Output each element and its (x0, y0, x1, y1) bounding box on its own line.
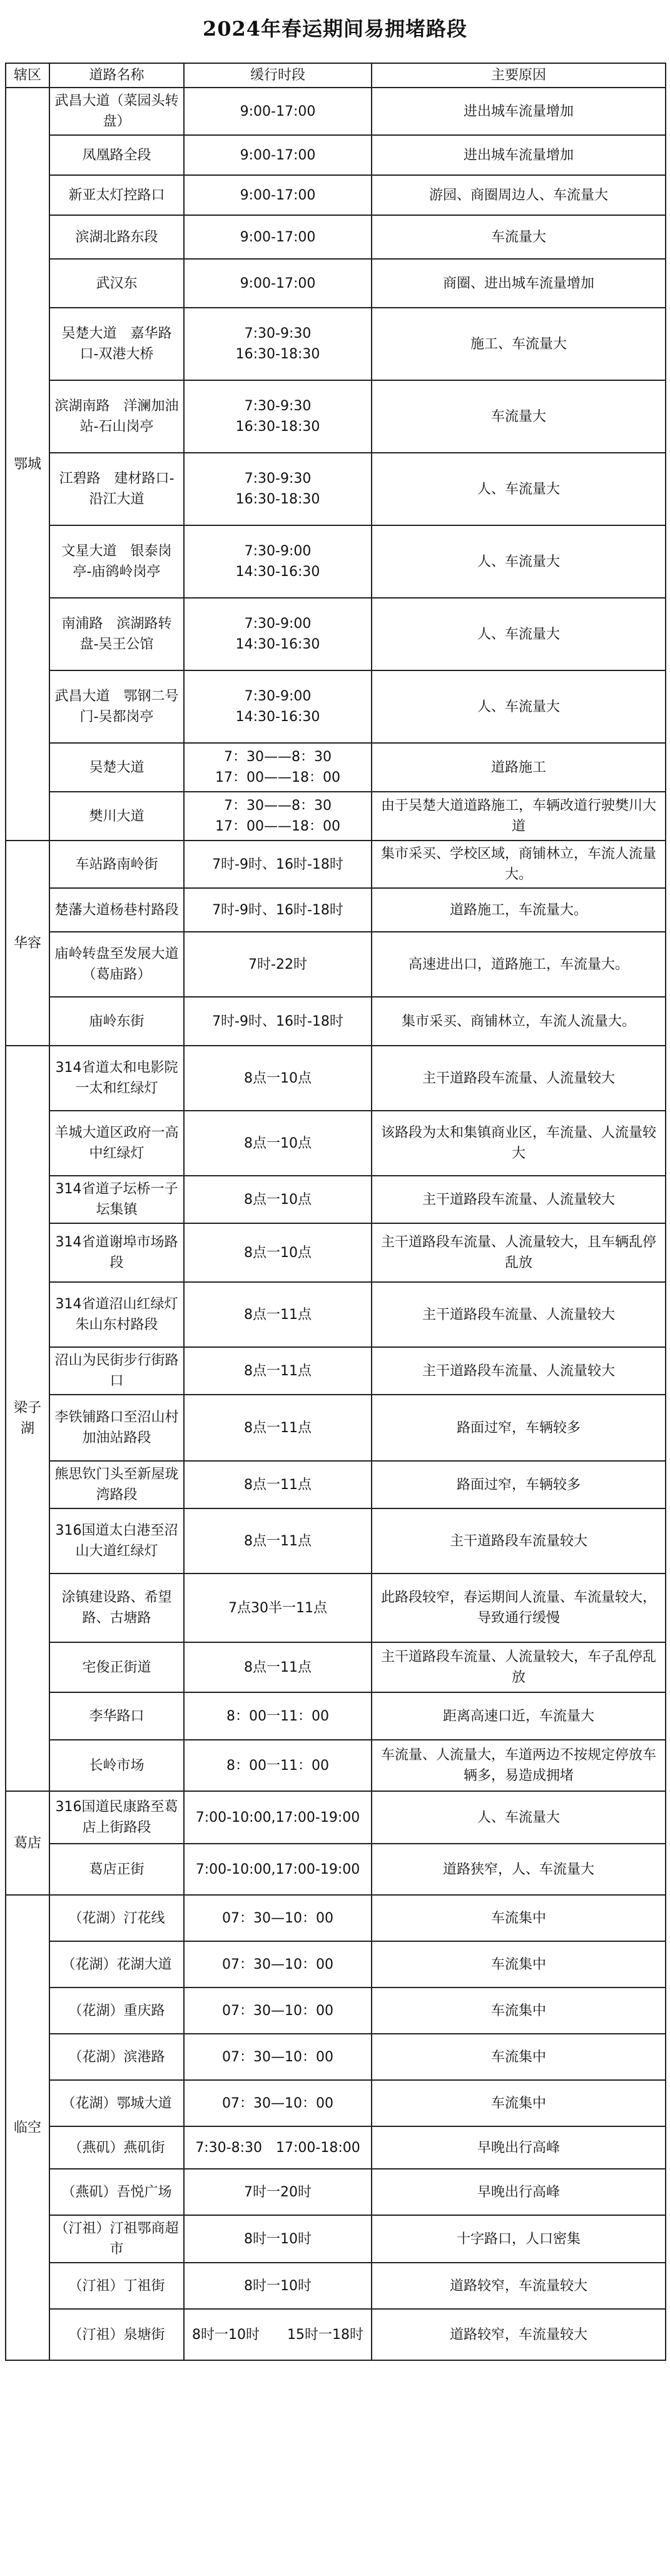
time-cell: 7时-9时、16时-18时 (184, 888, 372, 932)
table-row (6, 88, 666, 135)
road-cell: 楚藩大道杨巷村路段 (49, 888, 184, 932)
district-cell: 鄂城 (6, 88, 49, 841)
time-cell: 8点一10点 (184, 1046, 372, 1111)
road-cell: 熊思钦门头至新屋珑湾路段 (49, 1461, 184, 1508)
time-cell: 8点一10点 (184, 1111, 372, 1176)
time-cell: 8：00一11：00 (184, 1692, 372, 1740)
road-cell: （花湖）重庆路 (49, 1988, 184, 2034)
table-row (6, 1461, 666, 1508)
time-cell: 07：30—10：00 (184, 1941, 372, 1988)
time-cell: 8时一10时 (184, 2263, 372, 2309)
table-row (6, 453, 666, 525)
road-cell: 武汉东 (49, 259, 184, 308)
time-cell: 8：00一11：00 (184, 1740, 372, 1791)
time-cell: 07：30—10：00 (184, 1988, 372, 2034)
table-row (6, 1508, 666, 1573)
road-cell: 吴楚大道 (49, 743, 184, 792)
header-time: 缓行时段 (184, 63, 372, 88)
road-cell: （花湖）滨港路 (49, 2034, 184, 2080)
reason-cell: 进出城车流量增加 (372, 88, 666, 135)
time-cell: 7:30-9:00 14:30-16:30 (184, 670, 372, 743)
table-row (6, 932, 666, 997)
road-cell: 李铁铺路口至沼山村加油站路段 (49, 1395, 184, 1461)
road-cell: 武昌大道（菜园头转盘） (49, 88, 184, 135)
table-row (6, 259, 666, 308)
reason-cell: 主干道路段车流量、人流量较大 (372, 1176, 666, 1223)
reason-cell: 此路段较窄，春运期间人流量、车流量较大，导致通行缓慢 (372, 1573, 666, 1642)
road-cell: 314省道沼山红绿灯朱山东村路段 (49, 1282, 184, 1347)
reason-cell: 主干道路段车流量、人流量较大 (372, 1347, 666, 1395)
district-cell: 临空 (6, 1895, 49, 2360)
reason-cell: 车流量大 (372, 215, 666, 259)
reason-cell: 道路较窄，车流量较大 (372, 2309, 666, 2360)
table-row (6, 525, 666, 598)
road-cell: （燕矶）燕矶街 (49, 2126, 184, 2169)
reason-cell: 集市采买、学校区域，商铺林立，车流人流量大。 (372, 841, 666, 888)
reason-cell: 早晚出行高峰 (372, 2169, 666, 2215)
time-cell: 8点一10点 (184, 1176, 372, 1223)
reason-cell: 车流集中 (372, 1988, 666, 2034)
road-cell: 沼山为民街步行街路口 (49, 1347, 184, 1395)
reason-cell: 主干道路段车流量、人流量较大 (372, 1282, 666, 1347)
table-row (6, 1692, 666, 1740)
reason-cell: 高速进出口，道路施工，车流量大。 (372, 932, 666, 997)
reason-cell: 游园、商圈周边人、车流量大 (372, 175, 666, 215)
time-cell: 9:00-17:00 (184, 259, 372, 308)
table-row (6, 1223, 666, 1282)
reason-cell: 人、车流量大 (372, 453, 666, 525)
reason-cell: 道路狭窄，人、车流量大 (372, 1844, 666, 1895)
reason-cell: 十字路口，人口密集 (372, 2215, 666, 2263)
time-cell: 8点一10点 (184, 1223, 372, 1282)
time-cell: 7:30-9:00 14:30-16:30 (184, 525, 372, 598)
road-cell: 庙岭转盘至发展大道（葛庙路） (49, 932, 184, 997)
time-cell: 8时一10时 15时一18时 (184, 2309, 372, 2360)
road-cell: 314省道子坛桥一子坛集镇 (49, 1176, 184, 1223)
time-cell: 7时-22时 (184, 932, 372, 997)
table-row (6, 135, 666, 175)
road-cell: 316国道太白港至沼山大道红绿灯 (49, 1508, 184, 1573)
road-cell: （燕矶）吾悦广场 (49, 2169, 184, 2215)
time-cell: 7时-9时、16时-18时 (184, 997, 372, 1046)
road-cell: （汀祖）丁祖街 (49, 2263, 184, 2309)
road-cell: 涂镇建设路、希望路、古塘路 (49, 1573, 184, 1642)
reason-cell: 车流集中 (372, 1941, 666, 1988)
road-cell: 新亚太灯控路口 (49, 175, 184, 215)
road-cell: 羊城大道区政府一高中红绿灯 (49, 1111, 184, 1176)
table-row (6, 175, 666, 215)
reason-cell: 主干道路段车流量、人流量较大，车子乱停乱放 (372, 1642, 666, 1692)
table-row (6, 1395, 666, 1461)
table-row (6, 1176, 666, 1223)
road-cell: （花湖）汀花线 (49, 1895, 184, 1941)
road-cell: 文星大道 银泰岗亭-庙鹆岭岗亭 (49, 525, 184, 598)
table-row (6, 1642, 666, 1692)
road-cell: 314省道太和电影院一太和红绿灯 (49, 1046, 184, 1111)
road-cell: 李华路口 (49, 1692, 184, 1740)
time-cell: 07：30—10：00 (184, 2034, 372, 2080)
road-cell: 长岭市场 (49, 1740, 184, 1791)
page-title: 2024年春运期间易拥堵路段 (202, 17, 468, 41)
table-row (6, 1111, 666, 1176)
road-cell: 江碧路 建材路口-沿江大道 (49, 453, 184, 525)
reason-cell: 主干道路段车流量、人流量较大 (372, 1046, 666, 1111)
time-cell: 7:00-10:00,17:00-19:00 (184, 1791, 372, 1844)
table-row (6, 1740, 666, 1791)
table-row (6, 1347, 666, 1395)
table-row (6, 841, 666, 888)
road-cell: 南浦路 滨湖路转盘-吴王公馆 (49, 598, 184, 670)
reason-cell: 道路施工，车流量大。 (372, 888, 666, 932)
road-cell: 滨湖南路 洋澜加油站-石山岗亭 (49, 380, 184, 453)
time-cell: 7:30-8:30 17:00-18:00 (184, 2126, 372, 2169)
time-cell: 8点一11点 (184, 1461, 372, 1508)
time-cell: 8时一10时 (184, 2215, 372, 2263)
time-cell: 8点一11点 (184, 1395, 372, 1461)
reason-cell: 路面过窄，车辆较多 (372, 1461, 666, 1508)
table-row (6, 1941, 666, 1988)
time-cell: 8点一11点 (184, 1508, 372, 1573)
table-row (6, 2126, 666, 2169)
table-row (6, 215, 666, 259)
table-row (6, 2215, 666, 2263)
table-row (6, 888, 666, 932)
table-row (6, 743, 666, 792)
road-cell: （汀祖）泉塘街 (49, 2309, 184, 2360)
table-row (6, 2034, 666, 2080)
reason-cell: 道路施工 (372, 743, 666, 792)
district-cell: 华容 (6, 841, 49, 1046)
road-cell: 吴楚大道 嘉华路口-双港大桥 (49, 308, 184, 380)
road-cell: 葛店正街 (49, 1844, 184, 1895)
road-cell: 宅俊正街道 (49, 1642, 184, 1692)
reason-cell: 人、车流量大 (372, 670, 666, 743)
road-cell: （汀祖）汀祖鄂商超市 (49, 2215, 184, 2263)
table-row (6, 1573, 666, 1642)
reason-cell: 车流集中 (372, 1895, 666, 1941)
table-row (6, 2080, 666, 2126)
reason-cell: 距离高速口近，车流量大 (372, 1692, 666, 1740)
time-cell: 8点一11点 (184, 1347, 372, 1395)
table-row (6, 598, 666, 670)
reason-cell: 车流量大 (372, 380, 666, 453)
table-row (6, 1282, 666, 1347)
reason-cell: 该路段为太和集镇商业区，车流量、人流量较大 (372, 1111, 666, 1176)
header-district: 辖区 (6, 63, 49, 88)
time-cell: 7:00-10:00,17:00-19:00 (184, 1844, 372, 1895)
time-cell: 9:00-17:00 (184, 135, 372, 175)
road-cell: 滨湖北路东段 (49, 215, 184, 259)
road-cell: 314省道谢埠市场路段 (49, 1223, 184, 1282)
road-cell: 樊川大道 (49, 792, 184, 841)
reason-cell: 人、车流量大 (372, 598, 666, 670)
road-cell: （花湖）花湖大道 (49, 1941, 184, 1988)
time-cell: 07：30—10：00 (184, 1895, 372, 1941)
table-row (6, 997, 666, 1046)
reason-cell: 商圈、进出城车流量增加 (372, 259, 666, 308)
table-row (6, 1046, 666, 1111)
reason-cell: 进出城车流量增加 (372, 135, 666, 175)
time-cell: 7点30半一11点 (184, 1573, 372, 1642)
reason-cell: 人、车流量大 (372, 1791, 666, 1844)
reason-cell: 车流量、人流量大，车道两边不按规定停放车辆多，易造成拥堵 (372, 1740, 666, 1791)
reason-cell: 道路较窄，车流量较大 (372, 2263, 666, 2309)
time-cell: 8点一11点 (184, 1282, 372, 1347)
time-cell: 07：30—10：00 (184, 2080, 372, 2126)
table-row (6, 670, 666, 743)
time-cell: 9:00-17:00 (184, 175, 372, 215)
reason-cell: 由于吴楚大道道路施工，车辆改道行驶樊川大道 (372, 792, 666, 841)
reason-cell: 人、车流量大 (372, 525, 666, 598)
reason-cell: 集市采买、商铺林立，车流人流量大。 (372, 997, 666, 1046)
district-cell: 葛店 (6, 1791, 49, 1895)
time-cell: 7时-9时、16时-18时 (184, 841, 372, 888)
time-cell: 7:30-9:30 16:30-18:30 (184, 453, 372, 525)
table-row (6, 2263, 666, 2309)
reason-cell: 早晚出行高峰 (372, 2126, 666, 2169)
time-cell: 7：30——8：30 17：00——18：00 (184, 743, 372, 792)
time-cell: 9:00-17:00 (184, 88, 372, 135)
road-cell: 庙岭东街 (49, 997, 184, 1046)
table-row (6, 792, 666, 841)
time-cell: 9:00-17:00 (184, 215, 372, 259)
reason-cell: 主干道路段车流量、人流量较大，且车辆乱停乱放 (372, 1223, 666, 1282)
reason-cell: 车流集中 (372, 2080, 666, 2126)
table-row (6, 1988, 666, 2034)
table-row (6, 2309, 666, 2360)
reason-cell: 车流集中 (372, 2034, 666, 2080)
district-cell: 梁子湖 (6, 1046, 49, 1791)
header-road: 道路名称 (49, 63, 184, 88)
table-header-row (6, 63, 666, 88)
table-row (6, 1844, 666, 1895)
table-row (6, 380, 666, 453)
table-row (6, 1791, 666, 1844)
road-cell: 车站路南岭街 (49, 841, 184, 888)
time-cell: 7时一20时 (184, 2169, 372, 2215)
congestion-table (5, 63, 666, 2361)
road-cell: 316国道民康路至葛店上街路段 (49, 1791, 184, 1844)
reason-cell: 施工、车流量大 (372, 308, 666, 380)
time-cell: 7:30-9:00 14:30-16:30 (184, 598, 372, 670)
road-cell: 凤凰路全段 (49, 135, 184, 175)
reason-cell: 主干道路段车流量较大 (372, 1508, 666, 1573)
reason-cell: 路面过窄，车辆较多 (372, 1395, 666, 1461)
time-cell: 7：30——8：30 17：00——18：00 (184, 792, 372, 841)
header-reason: 主要原因 (372, 63, 666, 88)
road-cell: （花湖）鄂城大道 (49, 2080, 184, 2126)
time-cell: 8点一11点 (184, 1642, 372, 1692)
road-cell: 武昌大道 鄂钢二号门-吴都岗亭 (49, 670, 184, 743)
table-row (6, 2169, 666, 2215)
time-cell: 7:30-9:30 16:30-18:30 (184, 380, 372, 453)
table-row (6, 308, 666, 380)
table-row (6, 1895, 666, 1941)
time-cell: 7:30-9:30 16:30-18:30 (184, 308, 372, 380)
